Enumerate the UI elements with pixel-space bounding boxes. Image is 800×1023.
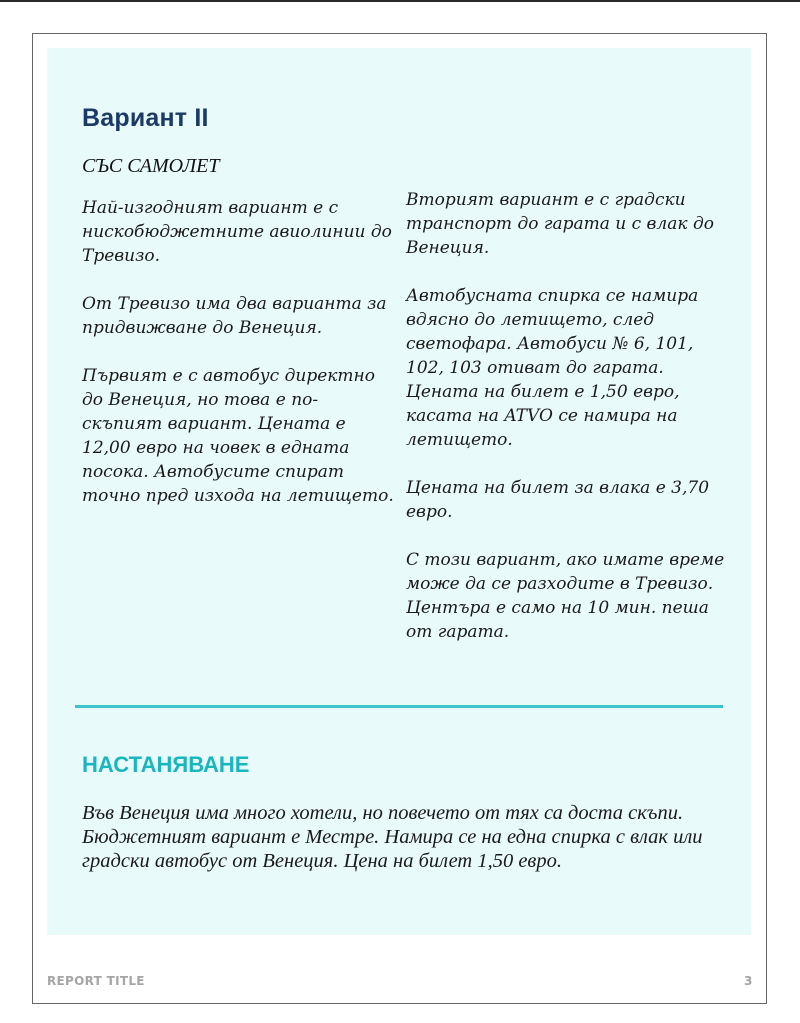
accommodation-text: Във Венеция има много хотели, но повечето от тях са доста скъпи. Бюджетният вариант е Местре. Намира се на една спирка с влак или градски автобус от Венеция. Цена на билет 1,50 евро. [82, 802, 703, 872]
accommodation-heading: НАСТАНЯВАНЕ [82, 752, 250, 777]
right-column [406, 188, 726, 668]
paragraph: Вторият вариант е с градски транспорт до гарата и с влак до Венеция. [406, 190, 714, 258]
section-divider [75, 705, 723, 708]
paragraph: Най-изгодният вариант е с нискобюджетните авиолинии до Тревизо. [82, 198, 392, 266]
paragraph: С този вариант, ако имате време може да се разходите в Тревизо. Центъра е само на 10 мин. пеша от гарата. [406, 550, 725, 642]
top-edge [0, 0, 800, 2]
section-subtitle: СЪС САМОЛЕТ [82, 155, 220, 177]
paragraph: Цената на билет за влака е 3,70 евро. [406, 478, 710, 522]
paragraph: Автобусната спирка се намира вдясно до летището, след светофара. Автобуси № 6, 101, 102, 103 отиват до гарата. Цената на билет е 1,50 евро, касата на ATVO се намира на летището. [406, 286, 699, 450]
paragraph: От Тревизо има два варианта за придвижване до Венеция. [82, 294, 387, 338]
footer-page-number: 3 [744, 974, 753, 988]
footer-report-title: REPORT TITLE [47, 974, 145, 988]
section-heading: Вариант II [82, 104, 209, 132]
left-column [82, 196, 394, 532]
paragraph: Първият е с автобус директно до Венеция, но това е по-скъпият вариант. Цената е 12,00 евро на човек в едната посока. Автобусите спират точно пред изхода на летището. [82, 366, 394, 506]
